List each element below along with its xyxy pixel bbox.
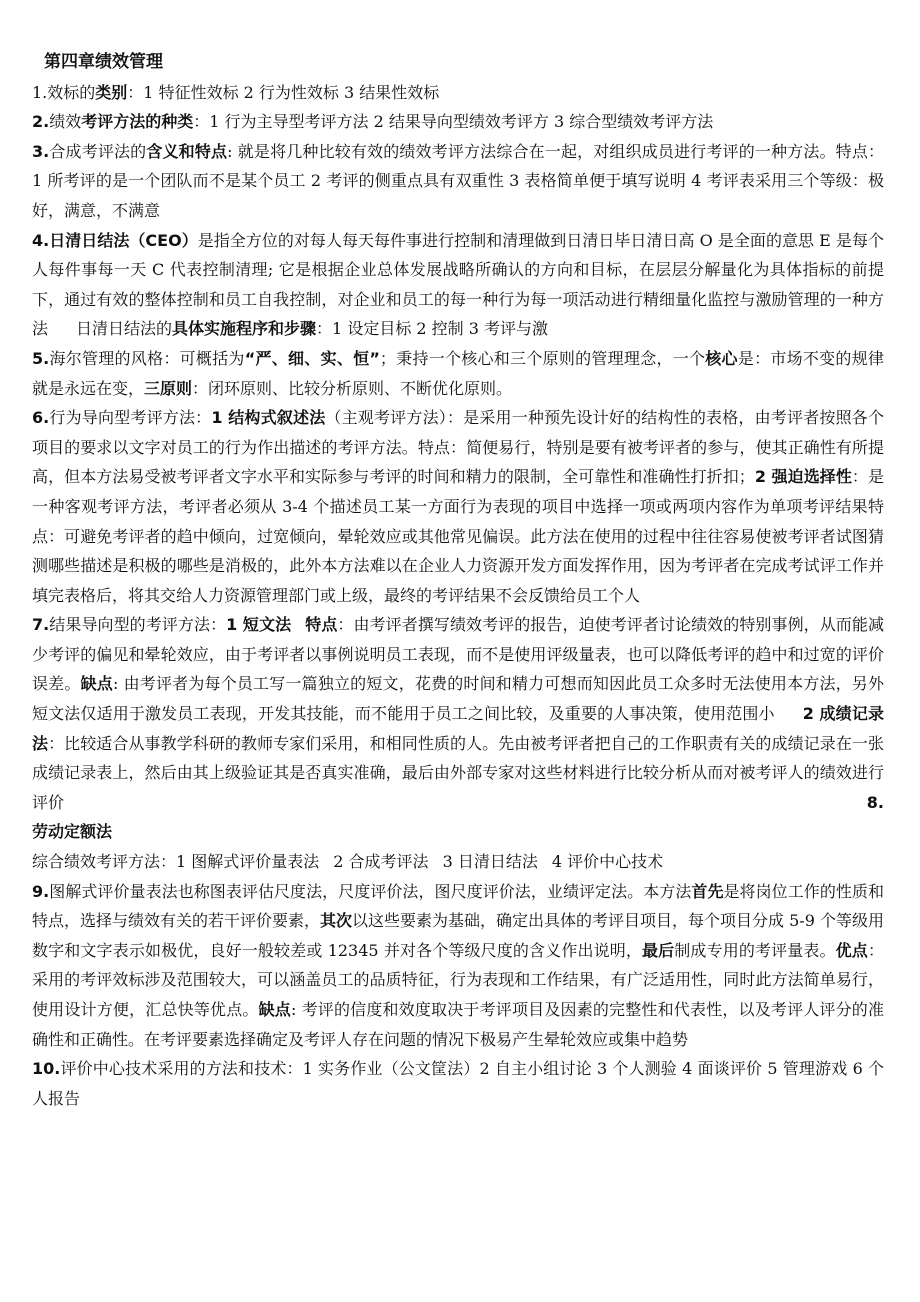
p2-text-1: 绩效 [49,112,82,132]
p4-text-1: 是指全方位的对每人每天每件事进行控制和清理做到日清日毕日清日高 O 是全面的意思 E 是每个人每件事每一天 C 代表控制清理; 它是根据企业总体发展战略所确认的方向和目标，在层层分解量化为具体指标的前提下，通过有效的整体控制和员工自我控制，对企业和员工的每一种行为每一项活动进行精细量化监控与激励管理的一种方法 [32,230,884,339]
p6-number: 6. [32,408,50,428]
p5-text-3: 是：市场不变的规律就是永远在变， [32,348,884,398]
p7-number: 7. [32,615,50,635]
paragraph-8-heading [32,817,884,847]
p6-bold-2: 2 强迫选择性 [754,467,852,487]
p7-text-1: 结果导向型的考评方法： [49,615,227,635]
p5-number: 5. [32,348,50,368]
paragraph-10 [32,1054,884,1113]
p5-text-4: ：闭环原则、比较分析原则、不断优化原则。 [192,378,513,398]
p2-text-2: ：1 行为主导型考评方法 2 结果导向型绩效考评方 3 综合型绩效考评方法 [193,112,714,132]
p10-text-1: 评价中心技术采用的方法和技术：1 实务作业（公文筐法）2 自主小组讨论 3 个人测验 4 面谈评价 5 管理游戏 6 个人报告 [32,1059,884,1108]
paragraph-6 [32,403,884,610]
p9-bold-5: 缺点 [258,1000,291,1019]
p4-text-2: 日清日结法的 [76,319,173,339]
chapter-title: 第四章绩效管理 [44,52,163,72]
p6-text-3: ：是一种客观考评方法，考评者必须从 3-4 个描述员工某一方面行为表现的项目中选择一项或两项内容作为单项考评结果特点：可避免考评者的趋中倾向，过宽倾向，晕轮效应或其他常见偏误。此方法在使用的过程中往往容易使被考评者试图猜测哪些描述是积极的哪些是消极的，此外本方法难以在企业人力资源开发方面发挥作用，因为考评者在完成考试评工作并填完表格后，将其交给人力资源管理部门或上级，最终的考评结果不会反馈给员工个人 [32,467,884,605]
p6-bold-1: 1 结构式叙述法 [211,408,326,428]
paragraph-3 [32,137,884,226]
p5-text-1: 海尔管理的风格：可概括为 [49,348,245,368]
p3-number: 3. [32,141,50,161]
p10-number: 10. [32,1059,61,1079]
p4-text-3: ：1 设定目标 2 控制 3 考评与激 [316,319,549,339]
p9-text-4: 制成专用的考评量表。 [674,940,836,960]
p5-bold-2: 核心 [705,348,738,368]
p1-bold-1: 类别 [95,82,128,102]
p3-text-2: : 就是将几种比较有效的绩效考评方法综合在一起，对组织成员进行考评的一种方法。特点：1 所考评的是一个团队而不是某个员工 2 考评的侧重点具有双重性 3 表格简单便于填写说明 4 考评表采用三个等级：极好，满意，不满意 [32,141,884,220]
p9-bold-3: 最后 [642,940,675,960]
p7-bold-3: 缺点 [80,674,113,694]
p9-text-3: 以这些要素为基础，确定出具体的考评目项目，每个项目分成 5-9 个等级用数字和文字表示如极优，良好一般较差或 12345 并对各个等级尺度的含义作出说明， [32,911,884,960]
paragraph-4 [32,226,884,344]
p5-bold-1: “严、细、实、恒” [244,348,380,368]
p2-bold-1: 考评方法的种类 [81,112,194,132]
p4-bold-2: 具体实施程序和步骤 [172,319,317,339]
paragraph-8-body [32,847,884,877]
p7-bold-4: 2 成绩记录法 [32,704,884,753]
p4-bold-1: 日清日结法（CEO） [49,230,198,250]
p9-number: 9. [32,881,50,901]
p1-number: 1. [32,82,48,102]
p9-text-6: : 考评的信度和效度取决于考评项目及因素的完整性和代表性，以及考评人评分的准确性和正确性。在考评要素选择确定及考评人存在问题的情况下极易产生晕轮效应或集中趋势 [32,1000,884,1049]
paragraph-1 [32,78,884,108]
p4-number: 4. [32,230,50,250]
p2-number: 2. [32,112,50,132]
p7-text-2: ：由考评者撰写绩效考评的报告，迫使考评者讨论绩效的特别事例，从而能减少考评的偏见和晕轮效应，由于考评者以事例说明员工表现，而不是使用评级量表，也可以降低考评的趋中和过宽的评价误差。 [32,615,884,694]
p7-text-4: ：比较适合从事教学科研的教师专家们采用，和相同性质的人。先由被考评者把自己的工作职责有关的成绩记录在一张成绩记录表上，然后由其上级验证其是否真实准确，最后由外部专家对这些材料进行比较分析从而对被考评人的绩效进行评价 [32,733,884,812]
p7-text-3: : 由考评者为每个员工写一篇独立的短文，花费的时间和精力可想而知因此员工众多时无法使用本方法，另外短文法仅适用于激发员工表现，开发其技能，而不能用于员工之间比较，及重要的人事决策，使用范围小 [32,674,884,724]
p9-bold-2: 其次 [320,911,353,931]
p1-text-1: 效标的 [47,82,96,102]
p8-bold-1: 劳动定额法 [32,822,113,842]
paragraph-7 [32,610,884,817]
p8b-text-3: 3 日清日结法 [442,852,538,872]
p8b-text-2: 2 合成考评法 [333,852,429,872]
p1-text-2: ：1 特征性效标 2 行为性效标 3 结果性效标 [127,82,440,102]
p9-bold-1: 首先 [691,881,724,901]
p9-text-1: 图解式评价量表法也称图表评估尺度法，尺度评价法，图尺度评价法，业绩评定法。本方法 [49,881,692,901]
p8b-text-4: 4 评价中心技术 [551,852,664,872]
p9-text-2: 是将岗位工作的性质和特点，选择与绩效有关的若干评价要素， [32,881,884,931]
p6-text-1: 行为导向型考评方法： [49,408,212,428]
p8-number: 8. [866,792,884,812]
p8b-text-1: 综合绩效考评方法：1 图解式评价量表法 [32,852,320,872]
p5-text-2: ；秉持一个核心和三个原则的管理理念，一个 [379,348,706,368]
paragraph-5 [32,344,884,403]
p6-text-2: （主观考评方法）：是采用一种预先设计好的结构性的表格，由考评者按照各个项目的要求以文字对员工的行为作出描述的考评方法。特点：简便易行，特别是要有被考评者的参与，使其正确性有所提高，但本方法易受被考评者文字水平和实际参与考评的时间和精力的限制，全可靠性和准确性打折扣； [32,408,884,487]
p5-bold-3: 三原则 [144,378,193,398]
p7-bold-1: 1 短文法 [226,615,292,635]
p9-text-5: ：采用的考评效标涉及范围较大，可以涵盖员工的品质特征，行为表现和工作结果，有广泛适用性，同时此方法简单易行，使用设计方便，汇总快等优点。 [32,940,884,1019]
paragraph-2 [32,107,884,137]
paragraph-9 [32,877,884,1055]
p7-bold-2: 特点 [305,615,338,635]
p9-bold-4: 优点 [835,940,868,960]
p3-text-1: 合成考评法的 [49,141,147,161]
p3-bold-1: 含义和特点 [146,141,228,161]
